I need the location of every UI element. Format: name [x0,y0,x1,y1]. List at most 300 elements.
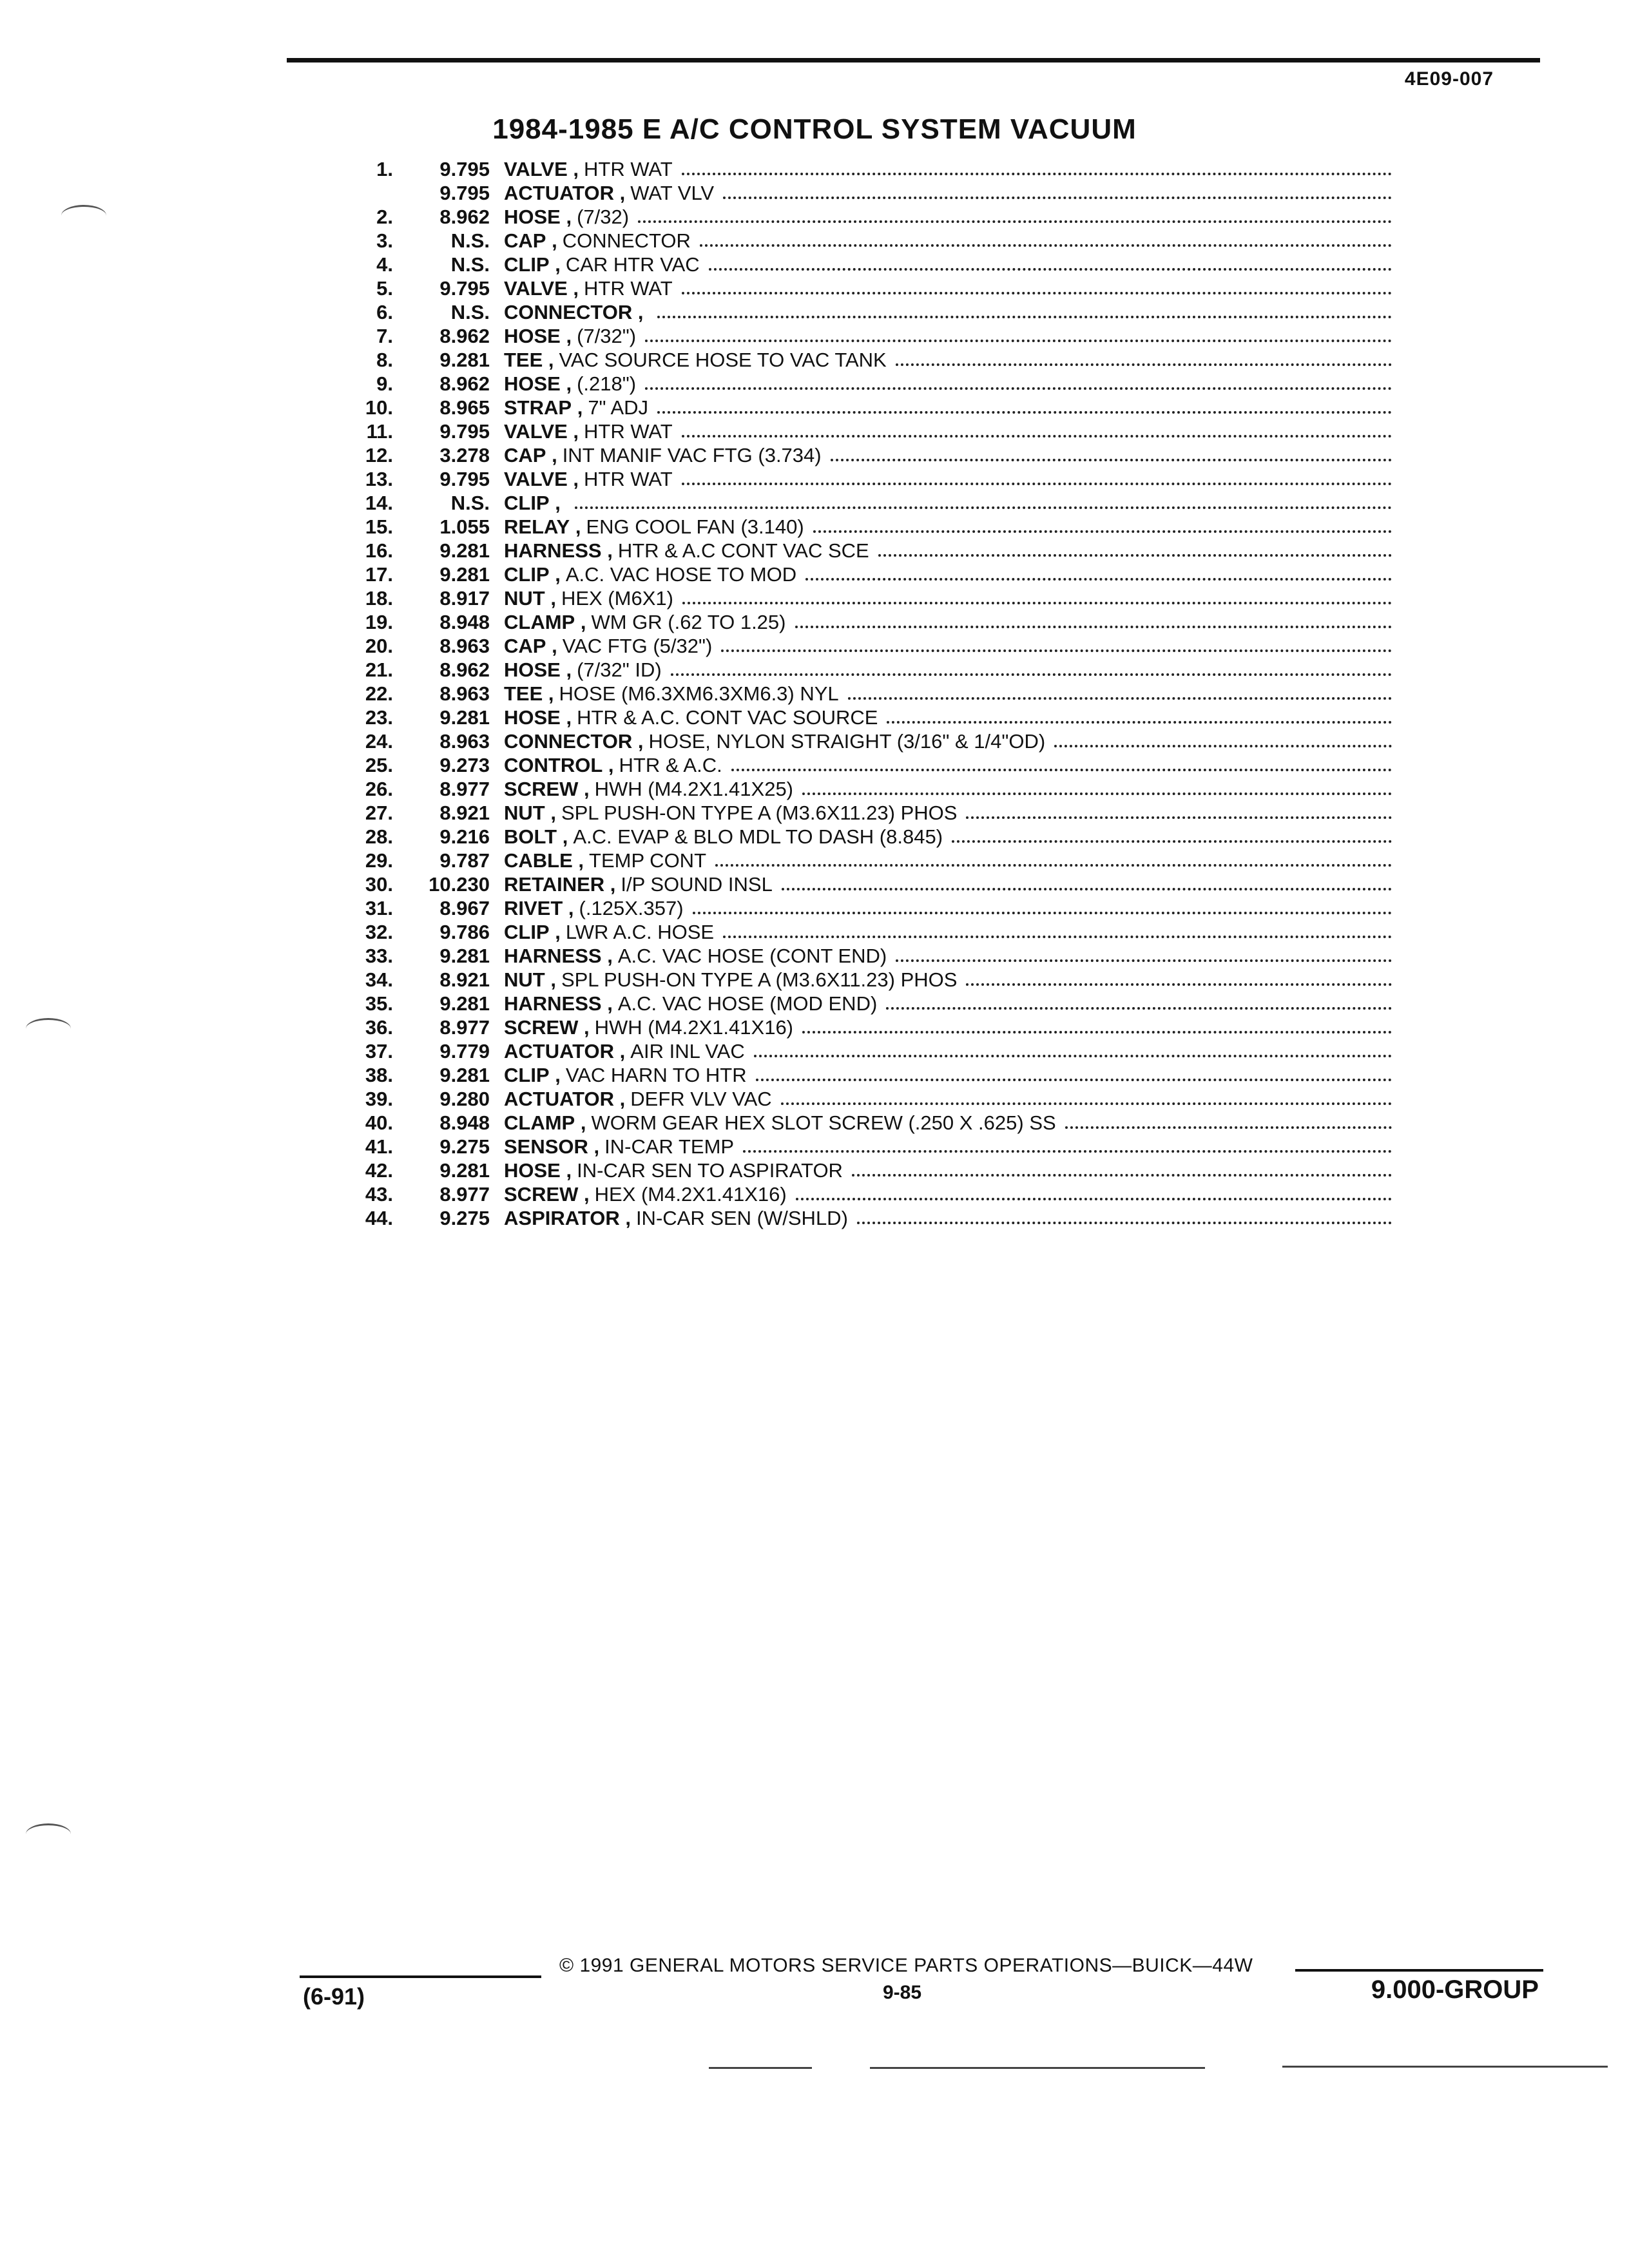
part-description: A.C. VAC HOSE TO MOD [565,563,797,586]
part-description: HOSE, NYLON STRAIGHT (3/16" & 1/4"OD) [648,730,1046,753]
item-number: 35. [365,992,393,1015]
part-name: HARNESS [504,539,602,562]
part-description: TEMP CONT [589,849,707,872]
dot-leader [645,340,1392,342]
separator: , [567,277,579,300]
parts-list-row [348,396,1392,420]
parts-list-row [348,754,1392,778]
parts-list-row [348,182,1392,206]
separator: , [572,396,583,419]
part-name: RELAY [504,515,570,538]
item-number: 32. [365,921,393,943]
parts-list-row [348,968,1392,992]
item-number: 14. [365,492,393,514]
page-number: 9-85 [883,1982,922,2003]
part-name: CLIP [504,921,550,943]
separator: , [560,658,572,681]
part-name: STRAP [504,396,572,419]
dot-leader [966,816,1392,819]
separator: , [549,563,561,586]
part-name: VALVE [504,468,568,490]
parts-list-row [348,420,1392,444]
dot-leader [878,554,1392,557]
group-number: 9.779 [439,1040,490,1062]
part-name: HOSE [504,325,561,347]
group-number: 8.962 [439,206,490,228]
separator: , [614,182,626,204]
item-number: 5. [376,277,393,300]
group-number: N.S. [450,301,490,323]
separator: , [570,515,581,538]
part-description: HEX (M6X1) [561,587,673,610]
group-number: 8.977 [439,1183,490,1206]
separator: , [549,253,561,276]
separator: , [543,682,554,705]
group-number: 8.921 [439,968,490,991]
group-number: 9.280 [439,1088,490,1110]
separator: , [549,492,561,514]
part-description: (7/32" ID) [577,658,662,681]
part-name: VALVE [504,277,568,300]
group-number: 8.963 [439,730,490,753]
group-number: 8.963 [439,682,490,705]
separator: , [560,706,572,729]
item-number: 43. [365,1183,393,1206]
separator: , [545,968,556,991]
dot-leader [796,1198,1392,1200]
item-number: 16. [365,539,393,562]
item-number: 4. [376,253,393,276]
separator: , [549,1064,561,1086]
parts-list-row [348,444,1392,468]
part-description: (7/32") [577,325,637,347]
part-name: ACTUATOR [504,1040,615,1062]
part-name: CLIP [504,253,550,276]
group-number: 9.275 [439,1135,490,1158]
separator: , [567,420,579,443]
dot-leader [715,864,1392,867]
parts-list-row [348,492,1392,515]
parts-list-row [348,635,1392,658]
part-description: SPL PUSH-ON TYPE A (M3.6X11.23) PHOS [561,802,958,824]
part-description: HTR WAT [584,468,673,490]
part-description: WORM GEAR HEX SLOT SCREW (.250 X .625) SS [591,1111,1056,1134]
part-name: ACTUATOR [504,1088,615,1110]
item-number: 23. [365,706,393,729]
item-number: 22. [365,682,393,705]
dot-leader [966,983,1392,986]
group-number: 9.281 [439,706,490,729]
parts-list-row [348,992,1392,1016]
part-name: VALVE [504,420,568,443]
dot-leader [638,220,1392,223]
dot-leader [848,697,1392,700]
dot-leader [709,268,1392,271]
parts-list-row [348,945,1392,968]
part-description: VAC HARN TO HTR [565,1064,747,1086]
group-number: 9.281 [439,992,490,1015]
separator: , [545,587,556,610]
separator: , [632,730,644,753]
group-number: N.S. [450,229,490,252]
parts-list-row [348,825,1392,849]
parts-list-row [348,539,1392,563]
parts-list-row [348,301,1392,325]
separator: , [601,992,613,1015]
separator: , [601,945,613,967]
part-name: SCREW [504,778,579,800]
item-number: 37. [365,1040,393,1062]
part-description: HTR WAT [584,277,673,300]
group-number: 8.921 [439,802,490,824]
dot-leader [657,316,1392,318]
group-number: 9.281 [439,945,490,967]
item-number: 19. [365,611,393,633]
item-number: 24. [365,730,393,753]
punch-hole-mark [26,1823,71,1845]
group-number: 9.275 [439,1207,490,1229]
group-number: 9.281 [439,563,490,586]
dot-leader [852,1174,1392,1177]
dot-leader [671,673,1392,676]
part-description: (.218") [577,372,637,395]
separator: , [588,1135,600,1158]
separator: , [557,825,568,848]
item-number: 10. [365,396,393,419]
group-number: 8.917 [439,587,490,610]
part-description: HTR & A.C CONT VAC SCE [617,539,869,562]
date-code: (6-91) [303,1983,365,2010]
group-number: 9.281 [439,1064,490,1086]
parts-list-row [348,873,1392,897]
part-name: CLIP [504,1064,550,1086]
page-title: 1984-1985 E A/C CONTROL SYSTEM VACUUM [492,113,1137,145]
group-number: 9.795 [439,468,490,490]
dot-leader [731,769,1392,771]
group-number: 8.962 [439,372,490,395]
separator: , [567,158,579,180]
parts-list-row [348,563,1392,587]
group-number: 9.273 [439,754,490,776]
punch-hole-mark [61,205,106,226]
dot-leader [682,483,1392,485]
group-number: 8.963 [439,635,490,657]
part-name: CONTROL [504,754,603,776]
dot-leader [795,626,1393,628]
group-number: N.S. [450,253,490,276]
dot-leader [657,411,1392,414]
part-description: (7/32) [577,206,630,228]
part-description: HTR WAT [584,420,673,443]
parts-list-row [348,802,1392,825]
item-number: 38. [365,1064,393,1086]
part-name: CAP [504,444,546,466]
part-description: HTR & A.C. CONT VAC SOURCE [577,706,878,729]
dot-leader [723,936,1392,938]
parts-list-row [348,849,1392,873]
dot-leader [886,1007,1392,1010]
part-description: WAT VLV [630,182,715,204]
group-number: 1.055 [439,515,490,538]
part-name: CAP [504,635,546,657]
item-number: 15. [365,515,393,538]
item-number: 21. [365,658,393,681]
dot-leader [952,840,1392,843]
parts-list-row [348,372,1392,396]
separator: , [560,1159,572,1182]
parts-list-row [348,658,1392,682]
part-description: SPL PUSH-ON TYPE A (M3.6X11.23) PHOS [561,968,958,991]
parts-list-row [348,468,1392,492]
dot-leader [781,1102,1392,1105]
parts-list-row [348,1064,1392,1088]
part-name: HARNESS [504,992,602,1015]
part-description: HWH (M4.2X1.41X25) [594,778,794,800]
part-description: WM GR (.62 TO 1.25) [591,611,786,633]
part-description: A.C. VAC HOSE (CONT END) [617,945,887,967]
dot-leader [645,387,1392,390]
bottom-rule [870,2067,1205,2069]
dot-leader [682,292,1392,294]
part-description: IN-CAR TEMP [604,1135,735,1158]
part-description: CONNECTOR [562,229,691,252]
dot-leader [682,602,1392,604]
item-number: 3. [376,229,393,252]
item-number: 41. [365,1135,393,1158]
group-number: 9.795 [439,158,490,180]
separator: , [546,229,557,252]
item-number: 30. [365,873,393,896]
separator: , [632,301,644,323]
separator: , [619,1207,631,1229]
parts-list [348,158,1392,1231]
top-rule [287,58,1540,62]
parts-list-row [348,611,1392,635]
dot-leader [575,506,1392,509]
dot-leader [723,197,1392,199]
part-description: HTR & A.C. [619,754,722,776]
bottom-rule [1282,2066,1608,2068]
item-number: 39. [365,1088,393,1110]
dot-leader [756,1079,1392,1081]
dot-leader [743,1150,1392,1153]
part-name: CONNECTOR [504,301,633,323]
part-description: I/P SOUND INSL [621,873,773,896]
part-description: AIR INL VAC [630,1040,745,1062]
item-number: 26. [365,778,393,800]
separator: , [567,468,579,490]
item-number: 36. [365,1016,393,1039]
part-description: INT MANIF VAC FTG (3.734) [562,444,822,466]
copyright-notice: © 1991 GENERAL MOTORS SERVICE PARTS OPERATIONS—BUICK—44W [559,1955,1253,1976]
part-description: A.C. EVAP & BLO MDL TO DASH (8.845) [573,825,943,848]
parts-list-row [348,897,1392,921]
group-number: 8.965 [439,396,490,419]
item-number: 9. [376,372,393,395]
group-number: 9.795 [439,277,490,300]
group-number: 9.795 [439,182,490,204]
dot-leader [754,1055,1392,1057]
footer-rule-right [1295,1969,1543,1972]
part-name: TEE [504,349,543,371]
parts-list-row [348,206,1392,229]
item-number: 33. [365,945,393,967]
dot-leader [721,649,1392,652]
group-number: 8.967 [439,897,490,919]
item-number: 44. [365,1207,393,1229]
dot-leader [813,530,1392,533]
dot-leader [887,721,1392,724]
parts-list-row [348,1088,1392,1111]
dot-leader [700,244,1392,247]
dot-leader [896,959,1392,962]
item-number: 17. [365,563,393,586]
part-name: ACTUATOR [504,182,615,204]
part-name: CLIP [504,492,550,514]
part-description: (.125X.357) [579,897,684,919]
separator: , [578,1016,590,1039]
part-name: NUT [504,802,545,824]
part-name: RIVET [504,897,563,919]
item-number: 11. [366,420,393,443]
part-description: HOSE (M6.3XM6.3XM6.3) NYL [559,682,839,705]
page-code: 4E09-007 [1404,68,1494,90]
part-name: HOSE [504,372,561,395]
part-name: RETAINER [504,873,605,896]
parts-list-row [348,587,1392,611]
dot-leader [802,1031,1392,1033]
parts-list-row [348,1207,1392,1231]
parts-list-row [348,730,1392,754]
group-number: N.S. [450,492,490,514]
parts-list-row [348,349,1392,372]
group-number: 9.216 [439,825,490,848]
item-number: 2. [376,206,393,228]
dot-leader [1054,745,1392,747]
part-description: HWH (M4.2X1.41X16) [594,1016,794,1039]
group-label: 9.000-GROUP [1371,1975,1539,2004]
separator: , [549,921,561,943]
parts-list-row [348,325,1392,349]
parts-list-row [348,253,1392,277]
dot-leader [802,793,1392,795]
part-description: LWR A.C. HOSE [565,921,715,943]
item-number: 13. [365,468,393,490]
separator: , [604,873,616,896]
group-number: 9.795 [439,420,490,443]
dot-leader [682,435,1392,437]
dot-leader [831,459,1392,461]
part-description: HEX (M4.2X1.41X16) [594,1183,787,1206]
parts-list-row [348,778,1392,802]
group-number: 9.281 [439,539,490,562]
item-number: 6. [376,301,393,323]
part-description: DEFR VLV VAC [630,1088,772,1110]
item-number: 1. [376,158,393,180]
part-description: IN-CAR SEN (W/SHLD) [635,1207,848,1229]
punch-hole-mark [26,1018,71,1039]
separator: , [601,539,613,562]
parts-list-row [348,277,1392,301]
group-number: 8.977 [439,1016,490,1039]
item-number: 34. [365,968,393,991]
dot-leader [857,1222,1392,1224]
part-name: SCREW [504,1183,579,1206]
group-number: 3.278 [439,444,490,466]
part-name: HOSE [504,706,561,729]
separator: , [572,849,584,872]
part-name: CLIP [504,563,550,586]
group-number: 8.948 [439,1111,490,1134]
bottom-rule [709,2067,812,2069]
group-number: 9.281 [439,1159,490,1182]
separator: , [546,635,557,657]
separator: , [560,206,572,228]
part-name: CLAMP [504,611,575,633]
separator: , [578,778,590,800]
group-number: 8.962 [439,325,490,347]
parts-list-row [348,1016,1392,1040]
group-number: 9.281 [439,349,490,371]
part-name: SENSOR [504,1135,588,1158]
item-number: 27. [365,802,393,824]
separator: , [578,1183,590,1206]
part-name: HOSE [504,658,561,681]
part-name: TEE [504,682,543,705]
part-name: BOLT [504,825,557,848]
part-name: CLAMP [504,1111,575,1134]
footer-rule-left [300,1975,541,1978]
dot-leader [682,173,1392,175]
item-number: 42. [365,1159,393,1182]
part-description: HTR WAT [584,158,673,180]
separator: , [614,1088,626,1110]
separator: , [560,325,572,347]
separator: , [543,349,554,371]
part-name: NUT [504,587,545,610]
part-name: CAP [504,229,546,252]
dot-leader [1065,1126,1392,1129]
parts-list-row [348,706,1392,730]
part-name: VALVE [504,158,568,180]
separator: , [560,372,572,395]
dot-leader [693,912,1392,914]
item-number: 12. [365,444,393,466]
item-number: 25. [365,754,393,776]
part-name: HOSE [504,206,561,228]
group-number: 8.977 [439,778,490,800]
item-number: 8. [376,349,393,371]
separator: , [602,754,614,776]
item-number: 7. [376,325,393,347]
separator: , [575,1111,586,1134]
part-name: NUT [504,968,545,991]
part-description: IN-CAR SEN TO ASPIRATOR [577,1159,843,1182]
group-number: 9.786 [439,921,490,943]
dot-leader [805,578,1392,581]
item-number: 20. [365,635,393,657]
part-name: HARNESS [504,945,602,967]
parts-list-row [348,158,1392,182]
part-description: VAC SOURCE HOSE TO VAC TANK [559,349,887,371]
parts-list-row [348,229,1392,253]
item-number: 31. [365,897,393,919]
separator: , [563,897,574,919]
group-number: 10.230 [429,873,490,896]
parts-list-row [348,1159,1392,1183]
separator: , [575,611,586,633]
dot-leader [896,363,1392,366]
